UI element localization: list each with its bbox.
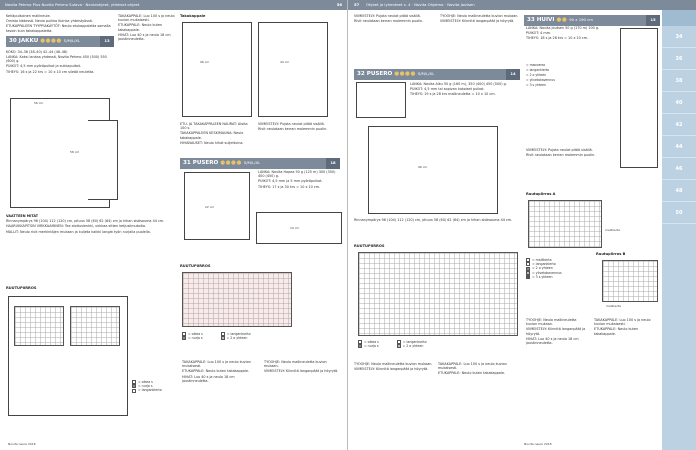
shawl-diagram	[620, 28, 658, 168]
pusero-body-diagram	[368, 126, 498, 214]
dim-label: 56 cm	[34, 101, 44, 105]
pusero-measurements	[354, 218, 520, 242]
dim-label: 96 cm	[200, 60, 210, 64]
body-line: HIHAT: Luo 40 s ja neulo 18 cm joustinneuletta.	[182, 374, 235, 383]
legend-item: = oikea s	[188, 332, 203, 336]
bottom-left-text	[182, 360, 260, 440]
body-line: VIIMEISTELY: Kiinnitä langanpäät ja höyrytä.	[264, 369, 339, 374]
difficulty-dots: ●●●●	[40, 38, 62, 45]
legend-item: = oikea s	[138, 380, 153, 384]
body-line: PUIKOT: 4 mm.	[526, 31, 552, 36]
pusero-bottom-text-2	[438, 362, 518, 442]
body-line: TYÖOHJE: Neulo mallineuletta kuvion mukaan.	[440, 14, 519, 18]
body-line: PUIKOT: 4,5 mm tai sopivan kokoiset puikot.	[410, 87, 485, 92]
right-legend	[526, 258, 598, 279]
chart-label: mallikerta	[605, 228, 620, 232]
body-line: TAKAKAPPALEEN KESKIMAUNA: Neulo takakappale.	[180, 131, 244, 140]
body-line: VIIMEISTELY: Pujota neulat pitää sisällä.	[526, 148, 593, 152]
legend-swatch	[358, 344, 362, 348]
sidebar-size: 38	[662, 70, 696, 92]
page-footer: Novita neule 2018	[8, 442, 36, 446]
body-line: MALLIT: Neulo rivit merkintöjen mukaan ja kuljeta kaikki langat työn nurjalla puolella.	[6, 229, 151, 234]
section-title: 31 PUSERO	[183, 160, 219, 167]
section-title: 32 PUSERO	[357, 71, 393, 78]
section-33-list	[526, 64, 616, 134]
body-line: VIIMEISTELY: Pujota neulat pitää sisällä.	[354, 14, 421, 18]
legend-item: = mallikerta	[532, 258, 552, 262]
legend-item: = ylivetokavennus	[532, 270, 562, 275]
body-line: VIIMEISTELY: Pujota neulat pitää sisällä.	[258, 122, 325, 126]
body-line: TAKAKAPPALE: Luo 100 s ja neulo kuvion mukaisesti.	[182, 360, 251, 369]
legend-item: = 2 o yhteen	[532, 266, 553, 271]
body-line: PUIKOT: 4,5 mm ja 5 mm pyöröpuikot.	[258, 179, 323, 184]
body-line: TYÖOHJE: Neulo mallineuletta kuvion mukaan.	[264, 360, 327, 369]
legend-item: = 2 o yhteen	[402, 344, 424, 349]
body-line: KOKO: 34–36 (38–40) 42–44 (46–48)	[6, 49, 68, 54]
sidebar-size: 46	[662, 158, 696, 180]
section-31-text	[258, 170, 342, 210]
legend-swatch	[132, 389, 136, 393]
body-line: = 3 s yhteen	[526, 82, 546, 87]
body-line: Rivit neulotaan kerran molemmin puolin.	[526, 153, 596, 158]
body-line: ETU- JA TAKAKAPPALEEN NAURAT: Aloita 100 s.	[180, 122, 248, 131]
pusero-yoke-diagram	[356, 82, 406, 118]
chart-caption: RUUTUPIIRROS	[354, 244, 385, 248]
body-line: LANKA: Kaksi lankaa yhdessä, Novita Pehmo 450 (500) 550 (600) g.	[6, 55, 107, 64]
section-33-bottom-1	[526, 318, 588, 438]
body-line: Rivit neulotaan kerran molemmin puolin.	[354, 19, 424, 24]
mid-text-right	[258, 122, 338, 152]
ruutupiirros-b	[602, 260, 658, 302]
section-32-header	[354, 69, 520, 80]
sidebar-size: 42	[662, 114, 696, 136]
dim-label: 44 cm	[280, 60, 290, 64]
right-header-bar	[348, 0, 696, 10]
dim-label: 22 cm	[205, 205, 215, 209]
section-30-header	[6, 36, 114, 47]
dim-label: 58 cm	[70, 150, 80, 154]
chart-caption: RUUTUPIIRROS	[180, 264, 211, 268]
body-line: = 2 o yhteen	[526, 72, 547, 77]
legend-swatch	[182, 336, 186, 340]
body-line: Rivit neulotaan kerran molemmin puolin.	[258, 127, 328, 132]
legend-item: = langankierto	[138, 388, 162, 393]
ruutupiirros-a	[528, 200, 602, 248]
legend-item: = 2 o yhteen	[226, 336, 248, 341]
legend-item: = nurja s	[138, 384, 153, 389]
page-footer: Novita neule 2018	[524, 442, 552, 446]
legend-item: = langankierto	[402, 340, 427, 344]
sidebar-size: 44	[662, 136, 696, 158]
difficulty-dots: ●●●●	[394, 71, 416, 78]
legend-swatch	[221, 336, 225, 340]
body-line: HIHAT: Luo 40 s ja neulo 18 cm joustinneuletta.	[118, 32, 171, 42]
difficulty-dots: ●●●●	[220, 160, 242, 167]
pattern-chart-small	[70, 306, 120, 346]
dim-label: 96 cm	[418, 165, 428, 169]
front-piece-diagram	[258, 22, 328, 117]
sidebar-size: 40	[662, 92, 696, 114]
body-line: TAKAKAPPALE: Luo 100 s ja neulo kuvion mukaisesti.	[118, 14, 175, 23]
body-line: VIIMEISTELY: Kiinnitä langanpäät ja höyrytä.	[440, 19, 515, 24]
right-page	[348, 0, 696, 450]
chart-caption: Ruutupiirros A	[526, 192, 556, 196]
body-line: TIHEYS: 18 s ja 26 krs = 10 x 10 cm.	[526, 36, 589, 41]
legend-item: = nurja s	[188, 336, 203, 341]
sidebar-size: 34	[662, 26, 696, 48]
legend-item: = 3 s yhteen	[532, 274, 553, 279]
pattern-chart-32	[358, 252, 518, 336]
body-line: TIHEYS: 16 s ja 22 krs = 10 x 10 cm sileää neuletta.	[6, 69, 95, 74]
page-ref-icon: 18	[326, 158, 340, 169]
intro-line: Kehäpuikoinen mallineule.	[6, 14, 51, 18]
left-legend	[132, 380, 172, 393]
page-ref-icon: 15	[646, 15, 660, 26]
body-line: TIHEYS: 19 s ja 28 krs mallineuletta = 10 x 10 cm.	[410, 92, 496, 97]
body-line: PUIKOT: 4,5 mm pyöröpuikot ja sukkapuikot.	[6, 64, 82, 69]
body-line: Rinnanympärys 96 (104) 112 (120) cm, pituus 58 (60) 62 (64) cm ja hihan sisäsauma 44 cm.	[354, 218, 513, 222]
section-title: 30 JAKKU	[9, 38, 39, 45]
body-line: TAKAKAPPALE: Luo 100 s ja neulo kuvion mukaisesti.	[594, 318, 651, 327]
right-header-text: Ohjeet ja lyhenteet s. 4 · Novita Ohjelma · Novita Joutsen	[366, 2, 475, 7]
section-title: 33 HUIVI	[527, 17, 555, 24]
body-line: LANKA: Novita Hopea 50 g (125 m) 300 (350) 400 (450) g.	[258, 170, 336, 179]
body-line: = mallikerta	[526, 64, 546, 67]
body-line: = ylivetokavennus	[526, 77, 555, 82]
pattern-chart-small	[14, 306, 64, 346]
left-page-number: 56	[336, 2, 342, 7]
section-33-finish	[526, 148, 618, 186]
sidebar-size: 48	[662, 180, 696, 202]
size-sidebar	[662, 10, 696, 450]
measurements-title: VAATTEEN MITAT	[6, 214, 39, 218]
intro-line: Omista kädessä. Neulo puikko Kuinka yhteistyössä.	[6, 19, 93, 24]
section-31-header	[180, 158, 340, 169]
body-line: LANKA: Novita Alku 50 g (160 m), 350 (400) 450 (500) g.	[410, 82, 507, 86]
left-header-bar	[0, 0, 348, 10]
body-line: TYÖOHJE: Neulo mallineuletta kuvion mukaan.	[354, 362, 433, 366]
sidebar-indicator	[662, 10, 696, 26]
legend-item: = nurja s	[364, 344, 379, 349]
chart-label: mallikerta	[606, 304, 621, 308]
body-line: ETUKAPPALE: Neulo kuten takakappale.	[118, 23, 163, 32]
body-line: Rinnanympärys 96 (104) 112 (120) cm, pituus 58 (60) 62 (64) cm ja hihan sisäsauma 44 cm.	[6, 219, 165, 224]
body-line: = langankierto	[526, 67, 550, 72]
section-32-text	[410, 82, 520, 122]
dim-label: 19 cm	[290, 226, 300, 230]
chart-caption: Ruutupiirros B	[596, 252, 626, 256]
body-line: ETUKAPPALE: Neulo kuten takakappale.	[438, 371, 505, 376]
sidebar-size: 50	[662, 202, 696, 224]
legend-item: = langankierto	[532, 262, 556, 267]
measurements-block	[6, 214, 174, 284]
right-page-number: 57	[354, 2, 360, 7]
back-piece-diagram	[182, 22, 252, 117]
page-ref-icon: 13	[100, 36, 114, 47]
pattern-chart-31	[182, 272, 292, 327]
section-33-text	[526, 26, 616, 66]
body-line: TAKAKAPPALE: Luo 100 s ja neulo kuvion mukaisesti.	[438, 362, 507, 371]
right-column-2-top	[440, 14, 520, 74]
legend-item: = oikea s	[364, 340, 379, 344]
legend-item: = langankierto	[226, 332, 251, 336]
left-column-2	[118, 14, 178, 124]
size-range: 90 x 190 cm	[569, 17, 593, 23]
chart-32-legend	[358, 340, 518, 348]
body-line: TIHEYS: 17 s ja 30 krs = 10 x 10 cm.	[258, 184, 321, 189]
page-ref-icon: 14	[506, 69, 520, 80]
size-range: S/M/L/XL	[63, 38, 81, 44]
size-range: S/M/L/XL	[243, 160, 261, 166]
section-33-header	[524, 15, 660, 26]
body-line: VIIMEISTELY: Kiinnitä langanpäät ja höyrytä.	[526, 327, 586, 336]
body-line: HAARUKKAPITSIN VIRKKAAMINEN: Tee aloituslenkki, virkkaa sitten ketjusilmukoita.	[6, 224, 147, 229]
chart-caption: RUUTUPIIRROS	[6, 286, 37, 290]
sleeve-schematic	[88, 120, 118, 200]
mid-text-left	[180, 122, 254, 152]
body-line: VIIMEISTELY: Kiinnitä langanpäät ja höyrytä.	[354, 367, 429, 372]
body-line: LANKA: Novita Joutsen 50 g (170 m) 100 g.	[526, 26, 600, 30]
left-header-text: Novita Pehmo Plus Novita Pehmo Sulava · Neuleohjeet, yhteiset ohjeet	[5, 2, 140, 7]
bottom-right-text	[264, 360, 342, 440]
body-line: ETUKAPPALE: Neulo kuten takakappale.	[182, 369, 249, 374]
pusero-bottom-text-1	[354, 362, 434, 442]
body-line: ETUKAPPALE: Neulo kuten takakappale.	[594, 327, 639, 336]
body-line: HIHANAUSET: Neulo hihat suljettuina.	[180, 140, 244, 145]
intro-line: ETUKAPPALEEN TYYPPIAKÄYTÖT: Neulo etukappaletta samalla tavoin kuin takakappaletta.	[6, 24, 111, 33]
size-range: S/M/L/XL	[417, 71, 435, 77]
body-line: TYÖOHJE: Neulo mallineuletta kuvion mukaan.	[526, 318, 577, 327]
sidebar-size: 36	[662, 48, 696, 70]
chart-31-legend	[182, 332, 342, 340]
legend-swatch	[526, 275, 530, 279]
body-line: HIHAT: Luo 40 s ja neulo 18 cm joustinneuletta.	[526, 336, 579, 346]
pullover-diagram	[184, 172, 250, 240]
legend-swatch	[397, 344, 401, 348]
chart-caption: Takakappale	[180, 14, 206, 18]
section-33-bottom-2	[594, 318, 658, 438]
difficulty-dots: ●●	[556, 17, 568, 24]
